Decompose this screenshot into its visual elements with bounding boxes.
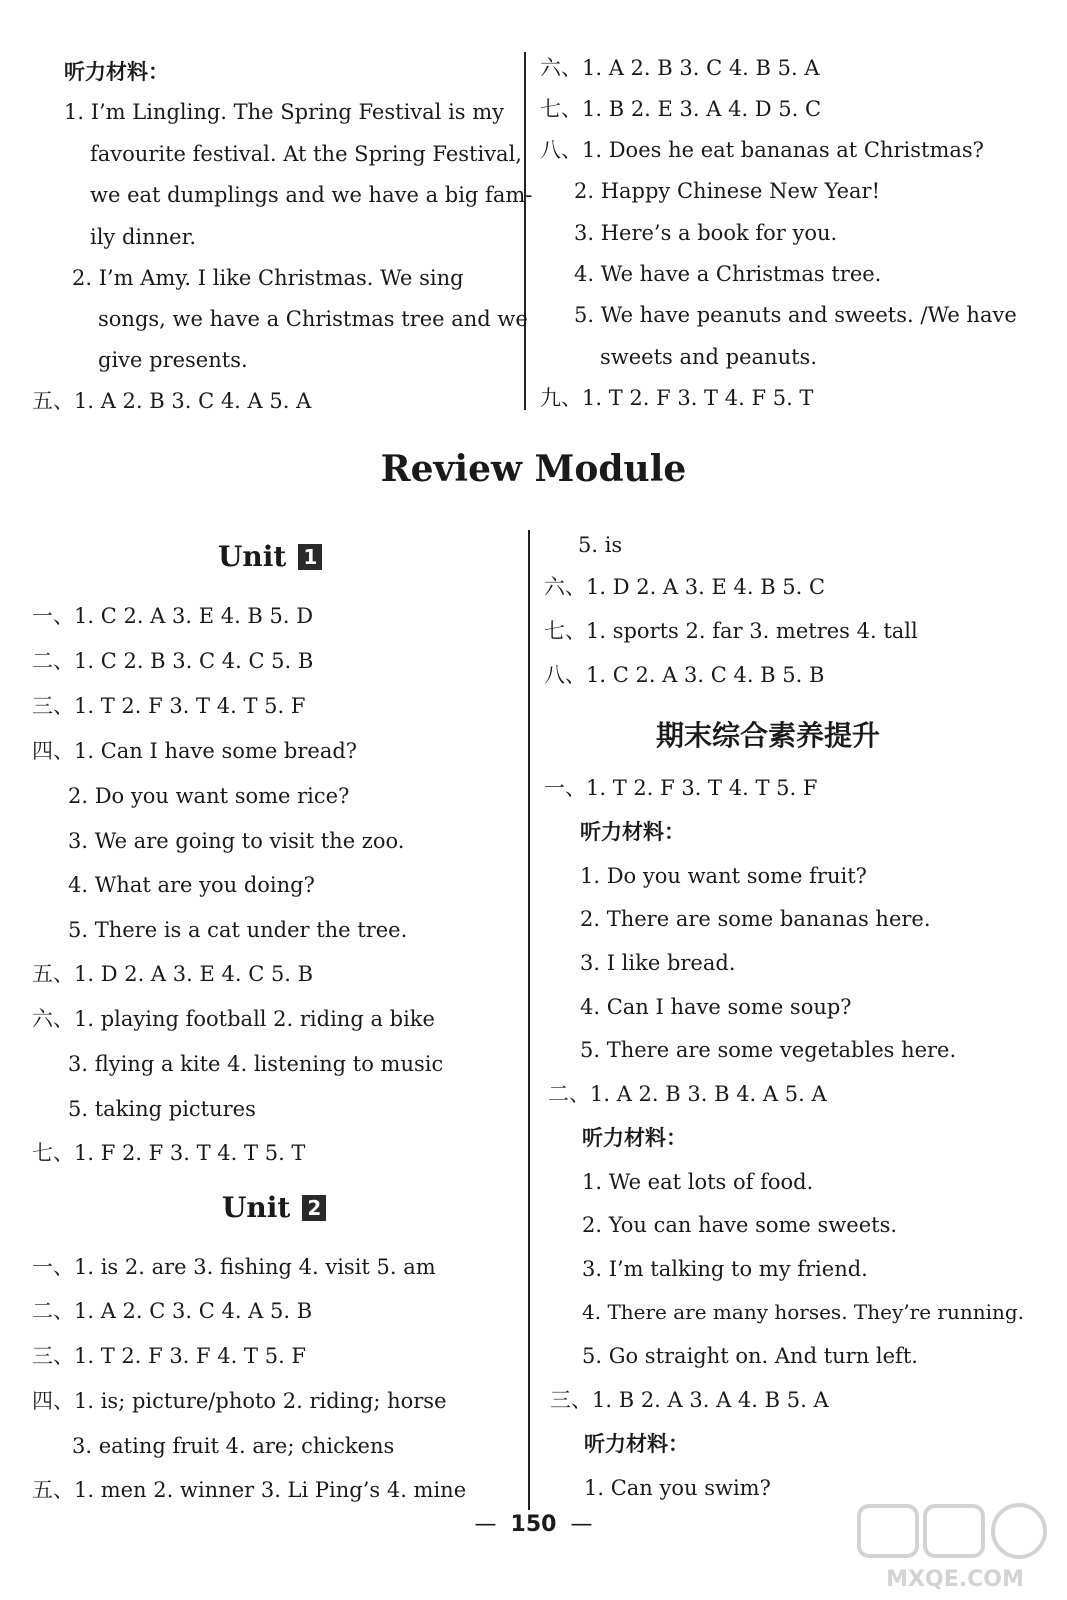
answer-row: 七、1. sports 2. far 3. metres 4. tall (544, 619, 918, 643)
text-line: 4. Can I have some soup? (580, 995, 852, 1019)
text-line: 4. We have a Christmas tree. (574, 262, 882, 286)
text-line: sweets and peanuts. (600, 345, 817, 369)
text-line: 5. There is a cat under the tree. (68, 918, 408, 942)
answer-row: 二、1. C 2. B 3. C 4. C 5. B (32, 649, 314, 673)
text-line: 四、1. Can I have some bread? (32, 739, 358, 763)
text-line: 4. There are many horses. They’re running. (582, 1300, 1025, 1324)
unit-number-badge: 1 (298, 544, 322, 570)
text-line: 2. I’m Amy. I like Christmas. We sing (72, 266, 464, 290)
listening-header: 听力材料： (582, 1126, 687, 1150)
section-title-final: 期末综合素养提升 (656, 719, 881, 752)
answer-row: 九、1. T 2. F 3. T 4. F 5. T (540, 386, 814, 410)
answer-row: 五、1. D 2. A 3. E 4. C 5. B (32, 962, 314, 986)
answer-row: 二、1. A 2. B 3. B 4. A 5. A (548, 1082, 827, 1106)
listening-header: 听力材料： (580, 820, 685, 844)
answer-row: 五、1. men 2. winner 3. Li Ping’s 4. mine (32, 1478, 467, 1502)
text-line: 八、1. Does he eat bananas at Christmas? (540, 138, 984, 162)
unit-label: Unit (218, 540, 287, 573)
answer-row: 五、1. A 2. B 3. C 4. A 5. A (32, 389, 312, 413)
text-line: 2. Happy Chinese New Year! (574, 179, 881, 203)
text-line: 5. Go straight on. And turn left. (582, 1344, 918, 1368)
text-line: 2. There are some bananas here. (580, 907, 931, 931)
answer-row: 六、1. D 2. A 3. E 4. B 5. C (544, 575, 826, 599)
text-line: 5. We have peanuts and sweets. /We have (574, 303, 1017, 327)
text-line: 5. is (578, 533, 623, 557)
unit-number-badge: 2 (302, 1195, 326, 1221)
column-divider-bottom (528, 530, 530, 1510)
answer-row: 三、1. B 2. A 3. A 4. B 5. A (550, 1388, 829, 1412)
text-line: favourite festival. At the Spring Festival, (90, 142, 522, 166)
text-line: 1. I’m Lingling. The Spring Festival is my (64, 100, 505, 124)
text-line: give presents. (98, 348, 248, 372)
listening-header: 听力材料： (584, 1432, 689, 1456)
answer-row: 二、1. A 2. C 3. C 4. A 5. B (32, 1299, 313, 1323)
text-line: 3. eating fruit 4. are; chickens (72, 1434, 395, 1458)
unit-label: Unit (222, 1191, 291, 1224)
text-line: we eat dumplings and we have a big fam- (90, 183, 533, 207)
text-line: 2. You can have some sweets. (582, 1213, 898, 1237)
column-divider-top (524, 52, 526, 410)
answer-row: 一、1. is 2. are 3. fishing 4. visit 5. am (32, 1255, 436, 1279)
footer-dash-right: — (570, 1512, 593, 1537)
answer-row: 一、1. T 2. F 3. T 4. T 5. F (544, 776, 818, 800)
page-title: Review Module (380, 448, 687, 490)
text-line: 2. Do you want some rice? (68, 784, 350, 808)
unit-2-heading (222, 1191, 326, 1224)
text-line: songs, we have a Christmas tree and we (98, 307, 528, 331)
text-line: 1. We eat lots of food. (582, 1170, 814, 1194)
listening-header: 听力材料： (64, 60, 169, 84)
answer-row: 四、1. is; picture/photo 2. riding; horse (32, 1389, 447, 1413)
page-number: 150 (510, 1512, 557, 1537)
watermark-logo (855, 1502, 1055, 1592)
text-line: 3. I’m talking to my friend. (582, 1257, 868, 1281)
text-line: 3. I like bread. (580, 951, 736, 975)
answer-row: 六、1. A 2. B 3. C 4. B 5. A (540, 56, 820, 80)
text-line: 3. flying a kite 4. listening to music (68, 1052, 444, 1076)
text-line: 1. Can you swim? (584, 1476, 771, 1500)
text-line: ily dinner. (90, 225, 197, 249)
footer-dash-left: — (474, 1512, 497, 1537)
answer-row: 六、1. playing football 2. riding a bike (32, 1007, 435, 1031)
answer-row: 三、1. T 2. F 3. F 4. T 5. F (32, 1344, 306, 1368)
text-line: 5. There are some vegetables here. (580, 1038, 957, 1062)
answer-row: 八、1. C 2. A 3. C 4. B 5. B (544, 663, 825, 687)
answer-row: 七、1. B 2. E 3. A 4. D 5. C (540, 97, 822, 121)
answer-row: 七、1. F 2. F 3. T 4. T 5. T (32, 1141, 306, 1165)
answer-row: 三、1. T 2. F 3. T 4. T 5. F (32, 694, 306, 718)
text-line: 3. We are going to visit the zoo. (68, 829, 405, 853)
text-line: 4. What are you doing? (68, 873, 315, 897)
text-line: 3. Here’s a book for you. (574, 221, 838, 245)
answer-row: 一、1. C 2. A 3. E 4. B 5. D (32, 604, 314, 628)
text-line: 1. Do you want some fruit? (580, 864, 867, 888)
unit-1-heading (218, 540, 322, 573)
text-line: 5. taking pictures (68, 1097, 256, 1121)
watermark-text: MXQE.COM (886, 1567, 1024, 1592)
